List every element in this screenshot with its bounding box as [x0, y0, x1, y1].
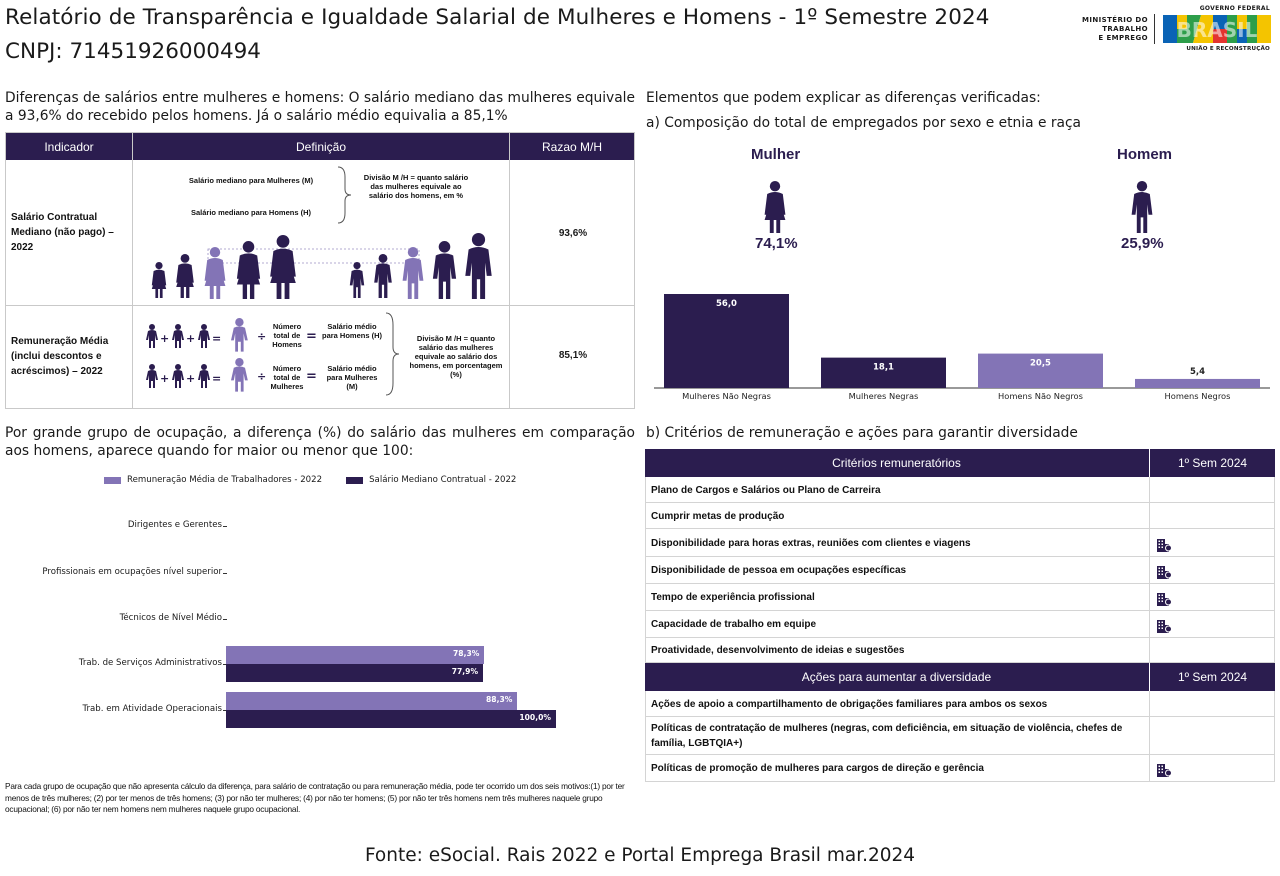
source-footer: Fonte: eSocial. Rais 2022 e Portal Emprega Brasil mar.2024 [364, 845, 916, 866]
criteria-row [645, 529, 1275, 557]
man-figure-icon [403, 247, 424, 299]
brasil-logo [1163, 13, 1271, 45]
woman-icon [762, 181, 788, 233]
woman-figure-icon [152, 262, 166, 298]
cell-divider [1149, 638, 1150, 662]
avg-women: Salário médio para Mulheres (M) [326, 364, 378, 391]
occupation-tick [223, 619, 227, 620]
equals-icon: = [306, 369, 317, 384]
criteria-row [645, 557, 1275, 584]
cell-divider [1149, 691, 1150, 716]
logo-divider [1154, 14, 1155, 44]
company-building-icon [1156, 764, 1172, 780]
col-divider [509, 133, 510, 408]
occupation-bar-label: 100,0% [519, 713, 551, 722]
cell-divider [1149, 503, 1150, 528]
company-building-icon [1156, 566, 1172, 582]
header-definicao: Definição [133, 133, 509, 160]
brace-icon [336, 165, 356, 225]
company-building-icon [1156, 593, 1172, 609]
indicator-label-median: Salário Contratual Mediano (não pago) – 2022 [11, 212, 114, 253]
footnote: Para cada grupo de ocupação que não apresenta cálculo da diferença, para salário de contratação ou para remuneração média, pode ter ocorrido um dos seis motivos:(1) por ter menos de três mulheres; (2) por ter menos de três homens; (3) por não ter mulheres; (4) por não ter homens; (5) por não ter três homens nem três mulheres naquele grupo ocupacional; (6) por não ter nem homens nem mulheres naquele grupo ocupacional. [5, 781, 625, 814]
men-heading: Homem [1117, 146, 1173, 163]
occupation-bar-label: 78,3% [453, 649, 480, 658]
composition-category-label: Homens Não Negros [998, 391, 1083, 401]
criteria-row [645, 584, 1275, 611]
header-indicador: Indicador [6, 133, 132, 160]
men-percentage: 25,9% [1121, 235, 1164, 252]
occupation-bar-label: 77,9% [451, 667, 479, 676]
indicator-table [5, 132, 635, 409]
brace-icon [384, 311, 402, 397]
cell-divider [1149, 584, 1150, 610]
occupation-category-label: Profissionais em ocupações nível superior [42, 567, 222, 577]
legend-label-avg: Remuneração Média de Trabalhadores - 2022 [127, 475, 323, 485]
indicator-value-median: 93,6% [558, 228, 588, 239]
women-percentage: 74,1% [755, 235, 798, 252]
legend-swatch-avg [104, 477, 121, 484]
actions-row [645, 755, 1275, 782]
actions-header-title: Ações para aumentar a diversidade [801, 670, 992, 684]
svg-text:÷: ÷ [257, 370, 267, 383]
cell-divider [1149, 529, 1150, 556]
def-median-ratio: Divisão M /H = quanto salário das mulheres equivale ao salário dos homens, em % [363, 173, 469, 200]
svg-text:+: + [160, 332, 170, 345]
occupation-legend [104, 475, 516, 485]
legend-swatch-median [346, 477, 363, 484]
occupation-bar-median [226, 710, 556, 728]
svg-text:+: + [186, 372, 196, 385]
occupation-category-label: Dirigentes e Gerentes [127, 520, 222, 530]
composition-category-label: Mulheres Não Negras [682, 391, 771, 401]
criteria-row-label: Capacidade de trabalho em equipe [651, 619, 817, 630]
row-divider [6, 305, 634, 306]
ministry-logo-text: MINISTÉRIO DO TRABALHO E EMPREGO [1082, 16, 1148, 42]
man-figure-icon [350, 262, 364, 298]
total-men: Número total de Homens [272, 322, 302, 349]
avg-men: Salário médio para Homens (H) [322, 322, 383, 340]
actions-row [645, 717, 1275, 755]
header-razao: Razao M/H [510, 133, 634, 160]
criteria-row-label: Cumprir metas de produção [651, 510, 785, 522]
svg-text:=: = [212, 372, 222, 385]
svg-text:+: + [160, 372, 170, 385]
criteria-row [645, 477, 1275, 503]
brasil-logo-wordmark: BRASIL [1176, 18, 1258, 42]
composition-bar-label: 20,5 [1030, 358, 1051, 369]
cell-divider [1149, 611, 1150, 637]
company-building-icon [1156, 539, 1172, 555]
cell-divider [1149, 557, 1150, 583]
def-average-ratio: Divisão M /H = quanto salário das mulheres equivale ao salário dos homens, em porcentagem (%) [409, 334, 503, 379]
criteria-row [645, 638, 1275, 663]
occupation-category-label: Trab. de Serviços Administrativos [78, 658, 222, 668]
occupation-category-label: Técnicos de Nível Médio [119, 613, 222, 623]
criteria-row-label: Tempo de experiência profissional [651, 592, 815, 603]
cell-divider [1149, 755, 1150, 781]
svg-text:÷: ÷ [257, 330, 267, 343]
criteria-header-title: Critérios remuneratórios [832, 456, 961, 470]
company-building-icon [1156, 620, 1172, 636]
criteria-row-label: Plano de Cargos e Salários ou Plano de Carreira [651, 484, 881, 496]
def-median-women: Salário mediano para Mulheres (M) [188, 176, 314, 185]
actions-header-period: 1º Sem 2024 [1149, 663, 1275, 691]
cell-divider [1149, 477, 1150, 502]
composition-bar-label: 5,4 [1189, 366, 1206, 377]
gov-top-text: GOVERNO FEDERAL [1199, 5, 1270, 12]
woman-figure-icon [237, 241, 260, 299]
women-heading: Mulher [751, 146, 801, 163]
actions-row [645, 691, 1275, 717]
svg-text:+: + [186, 332, 196, 345]
occupation-bar-average [226, 646, 484, 664]
elements-title: Elementos que podem explicar as diferenças verificadas: [646, 90, 1041, 106]
actions-header [645, 663, 1275, 691]
people-figures-median [142, 229, 502, 299]
criteria-row-label: Disponibilidade de pessoa em ocupações específicas [651, 565, 907, 576]
composition-category-label: Homens Negros [1164, 391, 1231, 401]
composition-bar-label: 56,0 [716, 299, 737, 309]
man-icon [1129, 181, 1155, 233]
occupation-tick [223, 573, 227, 574]
woman-figure-icon [270, 235, 296, 299]
indicator-label-average: Remuneração Média (inclui descontos e acréscimos) – 2022 [11, 336, 109, 377]
legend-label-median: Salário Mediano Contratual - 2022 [369, 475, 517, 485]
equals-icon: = [306, 329, 317, 344]
composition-category-label: Mulheres Negras [848, 391, 919, 401]
criteria-row-label: Disponibilidade para horas extras, reuniões com clientes e viagens [651, 537, 971, 549]
occupation-intro: Por grande grupo de ocupação, a diferença (%) do salário das mulheres em comparação aos homens, aparece quando for maior ou menor que 100: [5, 425, 635, 459]
occupation-tick [223, 526, 227, 527]
criteria-row-label: Proatividade, desenvolvimento de ideias e sugestões [651, 645, 905, 656]
company-cnpj: CNPJ: 71451926000494 [5, 39, 261, 64]
composition-bar-chart [646, 285, 1274, 405]
occupation-bar-average [226, 692, 517, 710]
criteria-header-period: 1º Sem 2024 [1149, 449, 1275, 477]
report-title: Relatório de Transparência e Igualdade Salarial de Mulheres e Homens - 1º Semestre 2024 [5, 5, 990, 30]
occupation-bar-label: 88,3% [486, 695, 513, 704]
man-figure-icon [433, 241, 456, 299]
salary-intro: Diferenças de salários entre mulheres e homens: O salário mediano das mulheres equivale a 93,6% do recebido pelos homens. Já o salário médio equivalia a 85,1% [5, 90, 635, 124]
man-figure-icon [465, 233, 491, 299]
total-women: Número total de Mulheres [270, 364, 304, 391]
actions-row-label: Políticas de promoção de mulheres para cargos de direção e gerência [651, 763, 984, 774]
criteria-header [645, 449, 1275, 477]
criteria-row [645, 611, 1275, 638]
def-median-men: Salário mediano para Homens (H) [190, 208, 312, 217]
composition-bar-label: 18,1 [873, 362, 894, 373]
occupation-category-label: Trab. em Atividade Operacionais [82, 704, 222, 714]
actions-row-label: Ações de apoio a compartilhamento de obrigações familiares para ambos os sexos [651, 698, 1048, 710]
composition-bar [1135, 379, 1260, 388]
col-divider [132, 133, 133, 408]
indicator-value-average: 85,1% [558, 350, 588, 361]
sum-figures-average [146, 318, 272, 398]
criteria-row [645, 503, 1275, 529]
svg-text:=: = [212, 332, 222, 345]
occupation-bar-median [226, 664, 483, 682]
gov-bottom-text: UNIÃO E RECONSTRUÇÃO [1186, 46, 1270, 52]
criteria-title: b) Critérios de remuneração e ações para garantir diversidade [646, 425, 1078, 441]
woman-figure-icon [176, 254, 194, 298]
actions-row-label: Políticas de contratação de mulheres (negras, com deficiência, em situação de violência, chefes de família, LGBTQIA+) [651, 723, 1123, 749]
elements-subtitle: a) Composição do total de empregados por sexo e etnia e raça [646, 115, 1081, 131]
man-figure-icon [374, 254, 392, 298]
cell-divider [1149, 717, 1150, 754]
